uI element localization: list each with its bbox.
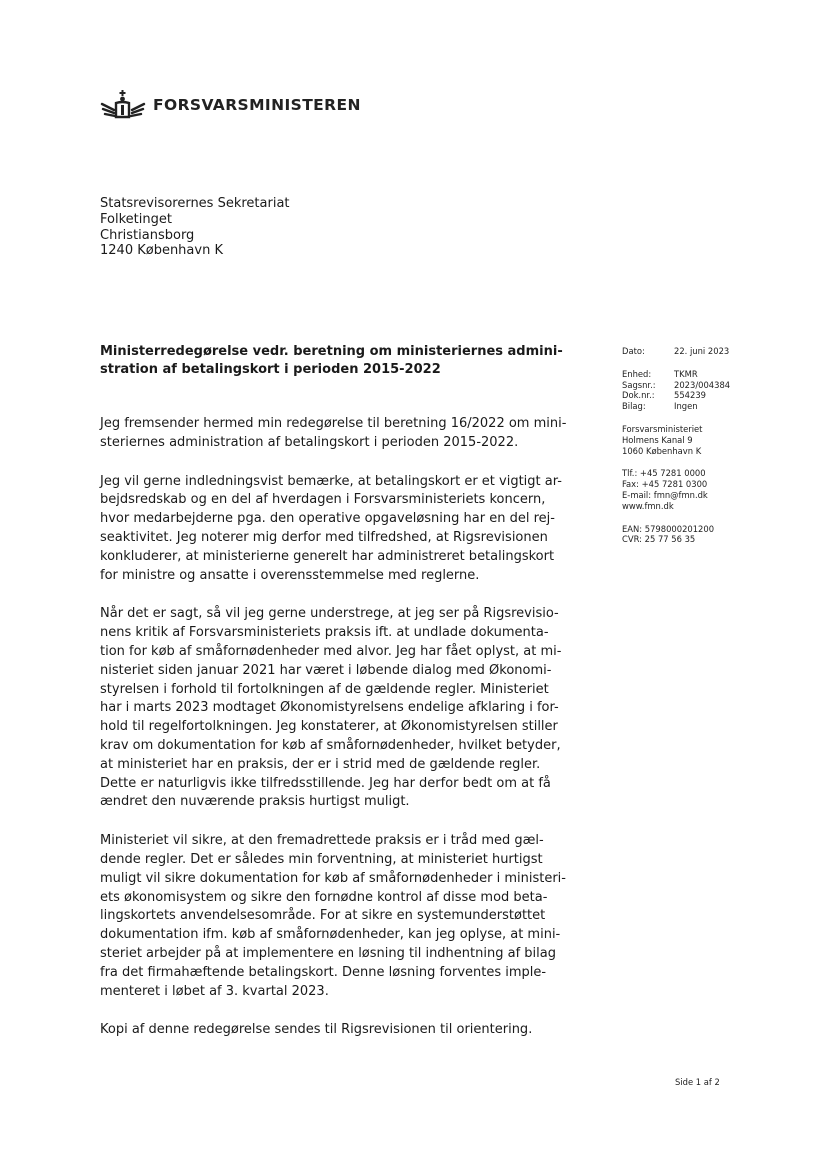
website: www.fmn.dk [622, 500, 674, 511]
recipient-line: 1240 København K [100, 243, 223, 259]
body-line: dokumentation ifm. køb af småfornødenheder, kan jeg oplyse, at mini- [100, 927, 561, 943]
recipient-line: Statsrevisorernes Sekretariat [100, 196, 290, 211]
body-line: Dette er naturligvis ikke tilfredsstillende. Jeg har derfor bedt om at få [100, 775, 551, 791]
address-line: 1060 København K [622, 445, 702, 456]
paragraph [100, 605, 580, 812]
body-line: Jeg vil gerne indledningsvist bemærke, at betalingskort er et vigtigt ar- [100, 473, 562, 489]
ref-value: TKMR [674, 368, 698, 379]
recipient-address [100, 196, 290, 259]
logo-text: FORSVARSMINISTEREN [153, 96, 361, 114]
address-line: Holmens Kanal 9 [622, 434, 693, 445]
page-number: Side 1 af 2 [675, 1077, 720, 1087]
paragraph [100, 832, 580, 1001]
body-line: ets økonomisystem og sikre den fornødne kontrol af disse mod beta- [100, 889, 548, 905]
cvr-number: CVR: 25 77 56 35 [622, 534, 696, 545]
recipient-line: Folketinget [100, 211, 172, 227]
body-line: har i marts 2023 modtaget Økonomistyrelsens endelige afklaring i for- [100, 700, 559, 716]
danish-crown-crest-icon [100, 90, 146, 120]
date-row [622, 346, 730, 357]
body-line: bejdsredskab og en del af hverdagen i Forsvarsministeriets koncern, [100, 492, 546, 508]
document-metadata [622, 346, 730, 557]
body-line: ændret den nuværende praksis hurtigst muligt. [100, 794, 410, 810]
body-line: Ministeriet vil sikre, at den fremadrettede praksis er i tråd med gæl- [100, 833, 544, 849]
body-line: lingskortets anvendelsesområde. For at sikre en systemunderstøttet [100, 908, 546, 924]
body-line: dende regler. Det er således min forventning, at ministeriet hurtigst [100, 851, 543, 867]
body-line: nens kritik af Forsvarsministeriets praksis ift. at undlade dokumenta- [100, 625, 549, 641]
phone: Tlf.: +45 7281 0000 [622, 468, 706, 479]
body-line: tion for køb af småfornødenheder med alvor. Jeg har fået oplyst, at mi- [100, 643, 562, 659]
ref-row [622, 401, 730, 412]
letterhead-logo [100, 90, 361, 120]
body-line: at ministeriet har en praksis, der er i strid med de gældende regler. [100, 756, 541, 772]
body-line: konkluderer, at ministerierne generelt har administreret betalingskort [100, 548, 555, 564]
body-line: steriet arbejder på at implementere en løsning til indhentning af bilag [100, 945, 556, 961]
ref-label: Enhed: [622, 368, 652, 379]
date-value: 22. juni 2023 [674, 346, 730, 356]
recipient-line: Christiansborg [100, 227, 195, 243]
body-line: hvor medarbejderne pga. den operative opgaveløsning har en del rej- [100, 511, 555, 527]
subject-line: stration af betalingskort i perioden 2015-2022 [100, 362, 441, 378]
ref-label: Dok.nr.: [622, 390, 655, 401]
body-line: seaktivitet. Jeg noterer mig derfor med tilfredshed, at Rigsrevisionen [100, 529, 548, 545]
registration-ids [622, 524, 730, 546]
address-line: Forsvarsministeriet [622, 423, 703, 434]
fax: Fax: +45 7281 0300 [622, 479, 708, 490]
paragraph [100, 415, 580, 453]
body-line: krav om dokumentation for køb af småfornødenheder, hvilket betyder, [100, 737, 561, 753]
ean-number: EAN: 5798000201200 [622, 523, 715, 534]
ref-value: Ingen [674, 401, 698, 412]
body-line: styrelsen i forhold til fortolkningen af de gældende regler. Ministeriet [100, 681, 549, 697]
body-line: Jeg fremsender hermed min redegørelse til beretning 16/2022 om mini- [100, 416, 567, 431]
body-line: Kopi af denne redegørelse sendes til Rigsrevisionen til orientering. [100, 1022, 533, 1038]
contact-info [622, 468, 730, 511]
ref-value: 554239 [674, 390, 706, 401]
letter-subject [100, 343, 590, 380]
paragraph [100, 473, 580, 586]
body-line: menteret i løbet af 3. kvartal 2023. [100, 983, 329, 999]
ref-value: 2023/004384 [674, 379, 731, 390]
ref-label: Sagsnr.: [622, 379, 656, 390]
body-line: Når det er sagt, så vil jeg gerne understrege, at jeg ser på Rigsrevisio- [100, 606, 559, 622]
ref-row [622, 390, 730, 401]
subject-line: Ministerredegørelse vedr. beretning om ministeriernes admini- [100, 344, 563, 359]
date-label: Dato: [622, 346, 645, 356]
ministry-address [622, 424, 730, 456]
body-line: hold til regelfortolkningen. Jeg konstaterer, at Økonomistyrelsen stiller [100, 719, 558, 735]
body-line: steriernes administration af betalingskort i perioden 2015-2022. [100, 434, 519, 450]
body-line: nisteriet siden januar 2021 har været i løbende dialog med Økonomi- [100, 662, 552, 678]
body-line: muligt vil sikre dokumentation for køb af småfornødenheder i ministeri- [100, 870, 566, 886]
reference-block [622, 369, 730, 412]
letter-body [100, 415, 580, 1060]
email: E-mail: fmn@fmn.dk [622, 489, 708, 500]
ref-row [622, 369, 730, 380]
ref-row [622, 380, 730, 391]
body-line: for ministre og ansatte i overensstemmelse med reglerne. [100, 567, 480, 583]
paragraph [100, 1021, 580, 1040]
ref-label: Bilag: [622, 401, 646, 412]
body-line: fra det firmahæftende betalingskort. Denne løsning forventes imple- [100, 964, 547, 980]
